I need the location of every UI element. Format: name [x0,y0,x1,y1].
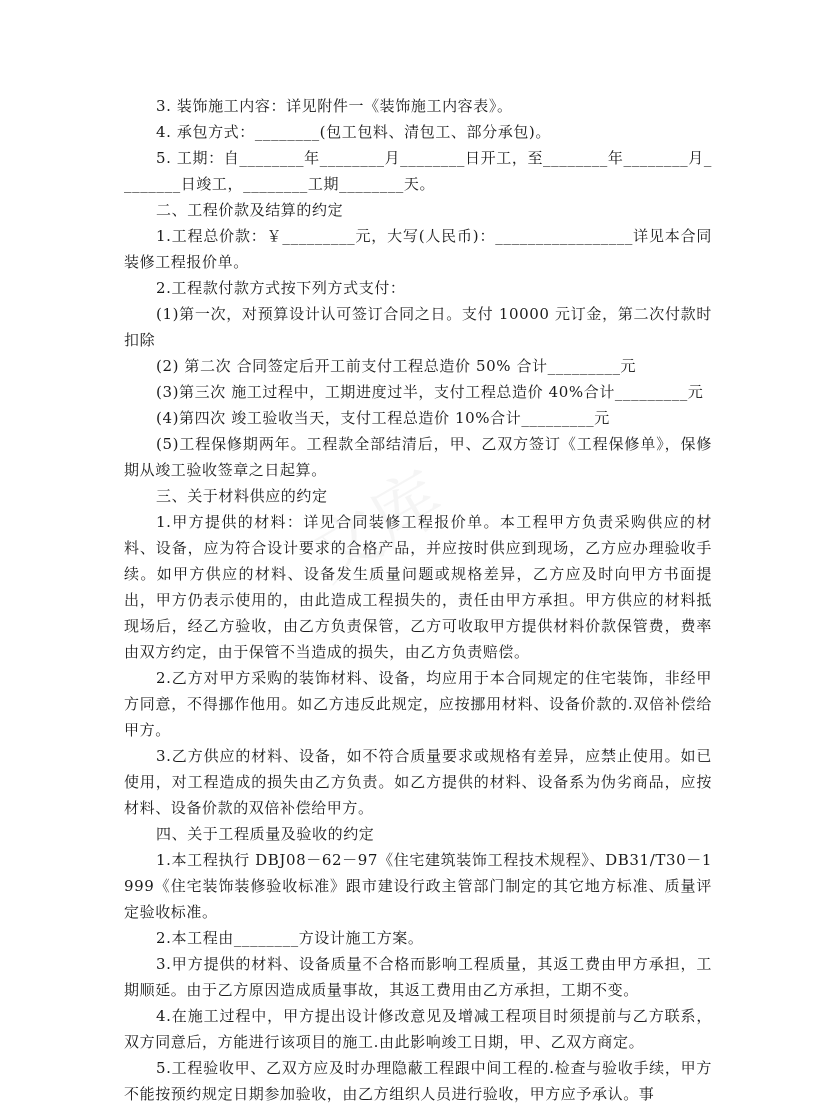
section-heading-4: 四、关于工程质量及验收的约定 [156,825,375,843]
paragraph-payment-4: (4)第四次 竣工验收当天，支付工程总造价 10%合计_________元 [156,409,610,427]
document-body [124,93,712,1107]
section-heading-3: 三、关于材料供应的约定 [156,487,328,505]
paragraph-payment-3: (3)第三次 施工过程中，工期进度过半，支付工程总造价 40%合计_________元 [156,383,704,401]
paragraph-materials-2: 2.乙方对甲方采购的装饰材料、设备，均应用于本合同规定的住宅装饰，非经甲方同意，不得挪作他用。如乙方违反此规定，应按挪用材料、设备价款的.双倍补偿给甲方。 [124,669,712,739]
paragraph-payment-2: (2) 第二次 合同签定后开工前支付工程总造价 50% 合计_________元 [156,357,637,375]
paragraph-materials-3: 3.乙方供应的材料、设备，如不符合质量要求或规格有差异，应禁止使用。如已使用，对工程造成的损失由乙方负责。如乙方提供的材料、设备系为伪劣商品，应按材料、设备价款的双倍补偿给甲方。 [124,747,712,817]
paragraph-quality-1: 1.本工程执行 DBJ08－62－97《住宅建筑装饰工程技术规程》、DB31/T30－1999《住宅装饰装修验收标准》跟市建设行政主管部门制定的其它地方标准、质量评定验收标准。 [124,851,712,921]
paragraph-item-3-content: 3. 装饰施工内容：详见附件一《装饰施工内容表》。 [156,97,513,115]
paragraph-quality-4: 4.在施工过程中，甲方提出设计修改意见及增减工程项目时须提前与乙方联系，双方同意后，方能进行该项目的施工.由此影响竣工日期，甲、乙双方商定。 [124,1007,712,1051]
paragraph-payment-5: (5)工程保修期两年。工程款全部结清后，甲、乙双方签订《工程保修单》，保修期从竣工验收签章之日起算。 [124,435,712,479]
paragraph-quality-5: 5.工程验收甲、乙双方应及时办理隐蔽工程跟中间工程的.检查与验收手续，甲方不能按预约规定日期参加验收，由乙方组织人员进行验收，甲方应予承认。事 [124,1059,712,1103]
paragraph-payment-1: (1)第一次，对预算设计认可签订合同之日。支付 10000 元订金，第二次付款时扣除 [124,305,712,349]
paragraph-materials-1: 1.甲方提供的材料：详见合同装修工程报价单。本工程甲方负责采购供应的材料、设备，应为符合设计要求的合格产品，并应按时供应到现场，乙方应办理验收手续。如甲方供应的材料、设备发生质量问题或规格差异，乙方应及时向甲方书面提出，甲方仍表示使用的，由此造成工程损失的，责任由甲方承担。甲方供应的材料抵现场后，经乙方验收，由乙方负责保管，乙方可收取甲方提供材料价款保管费，费率由双方约定，由于保管不当造成的损失，由乙方负责赔偿。 [124,513,712,661]
paragraph-item-5-schedule: 5. 工期：自________年________月________日开工，至________年________月________日竣工，________工期________天。 [124,149,712,193]
paragraph-payment-method: 2.工程款付款方式按下列方式支付： [156,279,406,297]
paragraph-total-price: 1.工程总价款：￥_________元，大写(人民币)：_________________详见本合同装修工程报价单。 [124,227,712,271]
section-heading-2: 二、工程价款及结算的约定 [156,201,344,219]
paragraph-quality-3: 3.甲方提供的材料、设备质量不合格而影响工程质量，其返工费由甲方承担，工期顺延。由于乙方原因造成质量事故，其返工费用由乙方承担，工期不变。 [124,955,712,999]
watermark: 文库 [294,456,458,598]
paragraph-quality-2: 2.本工程由________方设计施工方案。 [156,929,424,947]
paragraph-item-4-contract-type: 4. 承包方式：________(包工包料、清包工、部分承包)。 [156,123,551,141]
